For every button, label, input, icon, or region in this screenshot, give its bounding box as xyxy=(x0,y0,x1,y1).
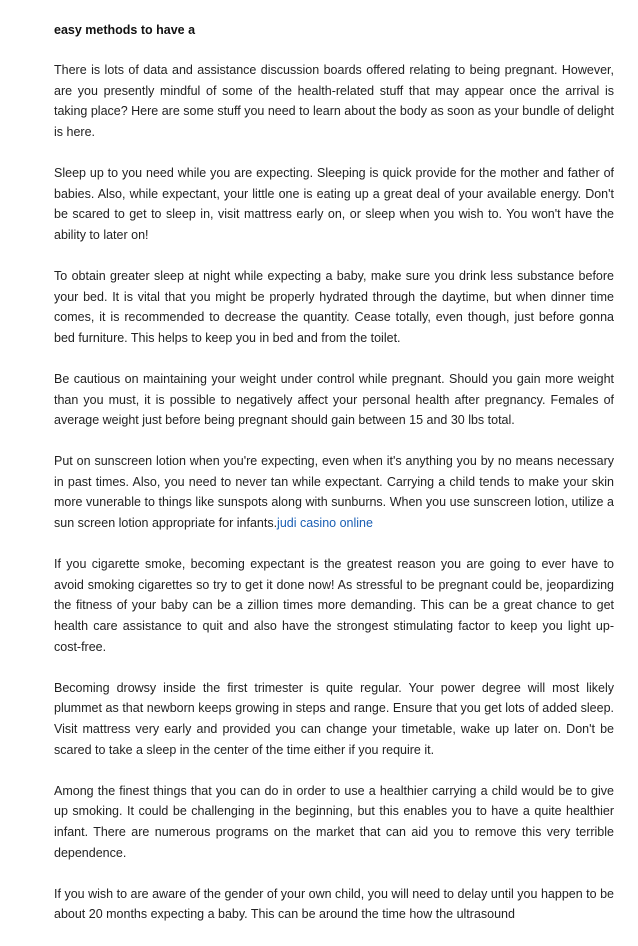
paragraph-9 xyxy=(54,884,614,925)
paragraph-3 xyxy=(54,266,614,348)
paragraph-text: Put on sunscreen lotion when you're expecting, even when it's anything you by no means necessary in past times. Also, you need to never tan while expectant. Carrying a child tends to make your skin more vunerable to things like sunspots along with sunburns. When you use sunscreen lotion, utilize a sun screen lotion appropriate for infants. xyxy=(54,454,614,531)
paragraph-7 xyxy=(54,678,614,760)
paragraph-text: Sleep up to you need while you are expecting. Sleeping is quick provide for the mother and father of babies. Also, while expectant, your little one is eating up a great deal of your available energy. Don't be scared to get to sleep in, visit mattress early on, or sleep when you wish to. You won't have the ability to later on! xyxy=(54,165,614,242)
judi-casino-link[interactable]: judi casino online xyxy=(277,516,373,531)
paragraph-text: Among the finest things that you can do in order to use a healthier carrying a child would be to give up smoking. It could be challenging in the beginning, but this enables you to have a quite healthier infant. There are numerous programs on the market that can aid you to remove this very terrible dependence. xyxy=(54,783,614,860)
paragraph-text: There is lots of data and assistance discussion boards offered relating to being pregnant. However, are you presently mindful of some of the health-related stuff that may appear once the arrival is taking place? Here are some stuff you need to learn about the body as soon as your bundle of delight is here. xyxy=(54,63,614,139)
paragraph-text: Becoming drowsy inside the first trimester is quite regular. Your power degree will most likely plummet as that newborn keeps growing in steps and range. Ensure that you get lots of added sleep. Visit mattress very early and provided you can change your timetable, wake up later on. Don't be scared to take a sleep in the center of the time either if you require it. xyxy=(54,680,614,757)
paragraph-text: If you wish to are aware of the gender of your own child, you will need to delay until you happen to be about 20 months expecting a baby. This can be around the time how the ultrasound xyxy=(54,886,614,922)
paragraph-text: Be cautious on maintaining your weight under control while pregnant. Should you gain more weight than you must, it is possible to negatively affect your personal health after pregnancy. Females of average weight just before being pregnant should gain between 15 and 30 lbs total. xyxy=(54,371,614,428)
paragraph-4 xyxy=(54,369,614,431)
paragraph-1 xyxy=(54,60,614,142)
paragraph-2 xyxy=(54,163,614,245)
paragraph-8 xyxy=(54,781,614,863)
paragraph-text: If you cigarette smoke, becoming expectant is the greatest reason you are going to ever have to avoid smoking cigarettes so try to get it done now! As stressful to be pregnant could be, jeopardizing the fitness of your baby can be a zillion times more demanding. This can be a great chance to get health care assistance to quit and also have the strongest stimulating factor to keep you light up-cost-free. xyxy=(54,557,614,654)
paragraph-5 xyxy=(54,451,614,533)
paragraph-text: To obtain greater sleep at night while expecting a baby, make sure you drink less substance before your bed. It is vital that you might be properly hydrated through the daytime, but when dinner time comes, it is recommended to decrease the quantity. Cease totally, even though, just before gonna bed furniture. This helps to keep you in bed and from the toilet. xyxy=(54,268,614,345)
document-page xyxy=(54,20,614,946)
paragraph-6 xyxy=(54,554,614,657)
document-title: easy methods to have a xyxy=(54,23,196,37)
